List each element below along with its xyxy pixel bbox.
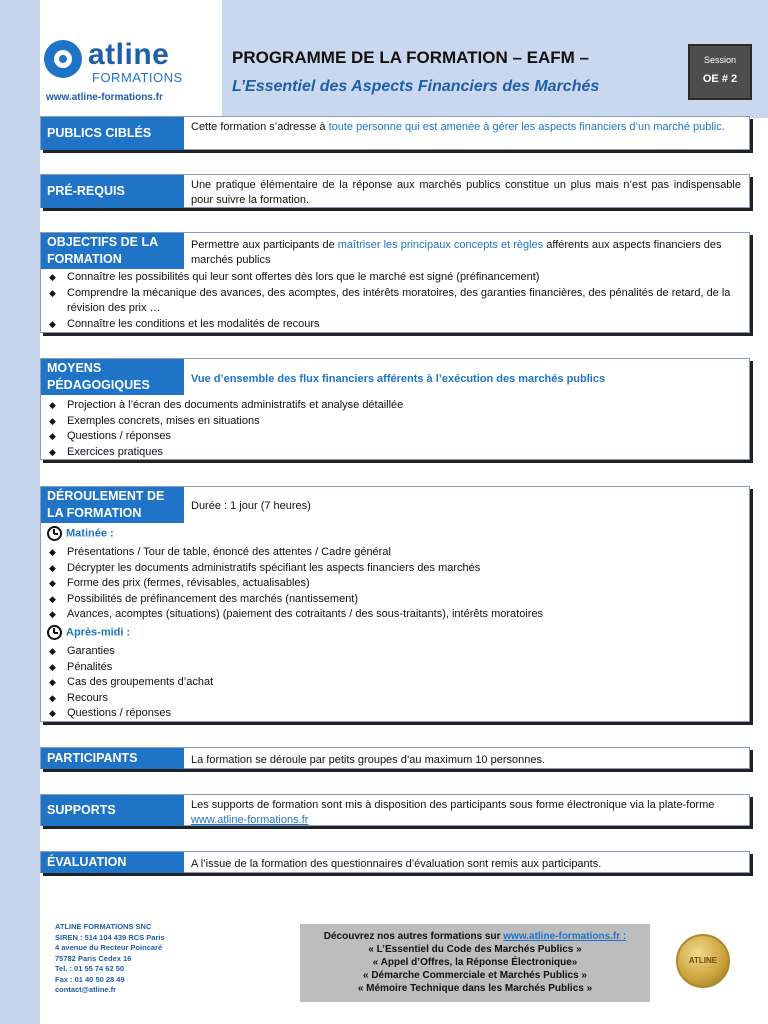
- training-item: « Démarche Commerciale et Marchés Publics »: [363, 970, 587, 981]
- clock-icon: [47, 625, 62, 640]
- section-intro: [187, 117, 745, 138]
- quality-seal-icon: [676, 934, 730, 988]
- objectifs-list: [41, 270, 745, 332]
- company-line: Fax : 01 40 50 28 49: [55, 974, 125, 984]
- logo-icon: [44, 40, 82, 78]
- section-participants: [40, 747, 750, 769]
- clock-icon: [47, 526, 62, 541]
- section-label: PARTICIPANTS: [41, 748, 184, 769]
- list-item: ◆ Questions / réponses: [41, 429, 745, 445]
- section-moyens: [40, 358, 750, 460]
- logo-text: atline: [88, 38, 170, 71]
- list-item: ◆ Présentations / Tour de table, énoncé des attentes / Cadre général: [41, 545, 745, 561]
- section-text: [187, 795, 745, 831]
- intro-highlight: maîtriser les principaux concepts et règles: [337, 239, 544, 251]
- intro-text: Permettre aux participants de: [191, 239, 338, 251]
- list-item: ◆ Exemples concrets, mises en situations: [41, 414, 745, 430]
- list-item: ◆ Questions / réponses: [41, 706, 745, 722]
- section-text: Une pratique élémentaire de la réponse aux marchés publics constitue un plus mais n’est pas indispensable pour suivre la formation.: [191, 179, 741, 206]
- section-label: OBJECTIFS DE LA FORMATION: [41, 233, 184, 269]
- list-item: ◆ Pénalités: [41, 660, 745, 676]
- website-link[interactable]: www.atline-formations.fr: [46, 92, 163, 103]
- list-item: ◆ Décrypter les documents administratifs spécifiant les aspects financiers des marchés: [41, 561, 745, 577]
- matinee-label: Matinée :: [66, 527, 114, 540]
- section-prerequis: [40, 174, 750, 208]
- section-deroulement: [40, 486, 750, 722]
- section-evaluation: [40, 851, 750, 873]
- website-link[interactable]: www.atline-formations.fr :: [503, 931, 627, 942]
- list-item: ◆ Connaître les possibilités qui leur sont offertes dès lors que le marché est signé (préfinancement): [41, 270, 745, 286]
- page-title: PROGRAMME DE LA FORMATION – EAFM –: [232, 48, 589, 67]
- section-publics: [40, 116, 750, 150]
- logo-subtext: FORMATIONS: [92, 70, 183, 85]
- moyens-list: [41, 398, 745, 460]
- section-label: ÉVALUATION: [41, 852, 184, 873]
- company-line: ATLINE FORMATIONS SNC: [55, 922, 152, 931]
- section-intro: [187, 235, 745, 271]
- duration-text: Durée : 1 jour (7 heures): [191, 500, 311, 512]
- session-badge: [688, 44, 752, 100]
- section-text: La formation se déroule par petits groupes d’au maximum 10 personnes.: [191, 754, 546, 766]
- page-subtitle: L’Essentiel des Aspects Financiers des Marchés: [232, 78, 600, 95]
- section-label: PRÉ-REQUIS: [41, 175, 184, 208]
- company-info: [55, 922, 165, 996]
- left-color-band: [0, 0, 40, 1024]
- atline-logo: [40, 38, 200, 108]
- list-item: ◆ Connaître les conditions et les modalités de recours: [41, 317, 745, 333]
- section-intro: Vue d’ensemble des flux financiers afférents à l’exécution des marchés publics: [191, 373, 606, 385]
- company-email[interactable]: contact@atline.fr: [55, 985, 117, 994]
- list-item: ◆ Garanties: [41, 644, 745, 660]
- other-trainings-box: [300, 924, 650, 1002]
- list-item: ◆ Forme des prix (fermes, révisables, actualisables): [41, 576, 745, 592]
- section-text: A l’issue de la formation des questionnaires d’évaluation sont remis aux participants.: [191, 858, 602, 870]
- company-line: Tel. : 01 55 74 62 50: [55, 964, 125, 973]
- company-line: 4 avenue du Recteur Poincaré: [55, 943, 163, 952]
- intro-text: Cette formation s’adresse à: [191, 121, 329, 133]
- matinee-list: [41, 545, 745, 623]
- matinee-heading: [47, 526, 114, 541]
- seal-text: ATLINE: [688, 956, 718, 965]
- list-item: ◆ Projection à l’écran des documents administratifs et analyse détaillée: [41, 398, 745, 414]
- company-line: SIREN : 514 104 439 RCS Paris: [55, 932, 165, 942]
- section-label: PUBLICS CIBLÉS: [41, 117, 184, 150]
- discover-text: Découvrez nos autres formations sur: [323, 931, 504, 942]
- section-label: DÉROULEMENT DE LA FORMATION: [41, 487, 184, 523]
- apresmidi-label: Après-midi :: [66, 626, 131, 639]
- list-item: ◆ Exercices pratiques: [41, 445, 745, 461]
- section-supports: [40, 794, 750, 826]
- discover-line: [300, 930, 650, 943]
- list-item: ◆ Recours: [41, 691, 745, 707]
- website-link[interactable]: www.atline-formations.fr: [191, 814, 309, 826]
- list-item: ◆ Avances, acomptes (situations) (paiement des cotraitants / des sous-traitants), intérêts moratoires: [41, 607, 745, 623]
- list-item: ◆ Cas des groupements d’achat: [41, 675, 745, 691]
- training-item: « Mémoire Technique dans les Marchés Publics »: [357, 983, 593, 994]
- session-code: OE # 2: [702, 73, 738, 85]
- training-item: « L’Essentiel du Code des Marchés Publics »: [368, 944, 582, 955]
- training-item: « Appel d’Offres, la Réponse Électronique»: [372, 957, 578, 968]
- list-item: ◆ Possibilités de préfinancement des marchés (nantissement): [41, 592, 745, 608]
- intro-highlight: toute personne qui est amenée à gérer les aspects financiers d’un marché public.: [328, 121, 725, 133]
- section-label: MOYENS PÉDAGOGIQUES: [41, 359, 184, 395]
- apresmidi-heading: [47, 625, 130, 640]
- supports-text: Les supports de formation sont mis à disposition des participants sous forme électronique via la plate-forme: [191, 799, 715, 811]
- apresmidi-list: [41, 644, 745, 722]
- session-label: Session: [703, 55, 737, 65]
- list-item: ◆ Comprendre la mécanique des avances, des acomptes, des intérêts moratoires, des garanties financières, des pénalités de retard, de la révision des prix …: [41, 286, 745, 317]
- section-label: SUPPORTS: [41, 795, 184, 826]
- company-line: 75782 Paris Cedex 16: [55, 953, 132, 963]
- intro-text-end: afférents aux aspects financiers des marchés publics: [191, 239, 722, 266]
- section-objectifs: [40, 232, 750, 333]
